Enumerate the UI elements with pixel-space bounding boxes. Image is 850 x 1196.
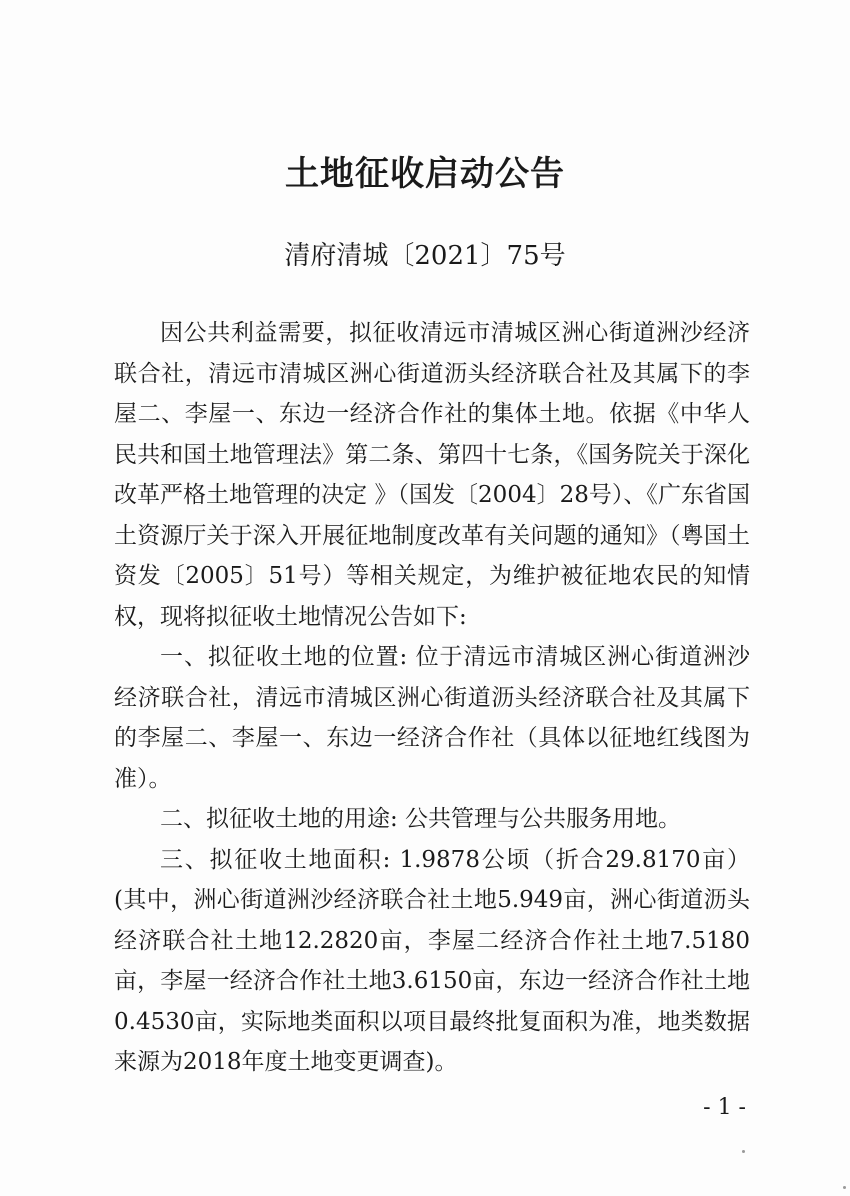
scan-speck: [843, 1186, 846, 1189]
document-body: [114, 313, 750, 1083]
document-number: 清府清城〔2021〕75号: [284, 241, 566, 271]
paragraph-preamble: 因公共利益需要，拟征收清远市清城区洲心街道洲沙经济联合社，清远市清城区洲心街道沥头经济联合社及其属下的李屋二、李屋一、东边一经济合作社的集体土地。依据《中华人民共和国土地管理法》第二条、第四十七条，《国务院关于深化改革严格土地管理的决定 》（国发〔2004〕28号）、《广东省国土资源厅关于深入开展征地制度改革有关问题的通知》（粤国土资发〔2005〕51号）等相关规定，为维护被征地农民的知情权，现将拟征收土地情况公告如下:: [114, 320, 750, 630]
page-number: - 1 -: [703, 1095, 746, 1120]
paragraph-usage: 二、拟征收土地的用途: 公共管理与公共服务用地。: [160, 806, 682, 832]
scan-speck: [742, 1150, 745, 1153]
document-title: 土地征收启动公告: [285, 154, 565, 194]
paragraph-location: 一、拟征收土地的位置: 位于清远市清城区洲心街道洲沙经济联合社，清远市清城区洲心街道沥头经济联合社及其属下的李屋二、李屋一、东边一经济合作社（具体以征地红线图为准）。: [114, 644, 750, 792]
paragraph-area: 三、拟征收土地面积: 1.9878公顷（折合29.8170亩）(其中，洲心街道洲沙经济联合社土地5.949亩，洲心街道沥头经济联合社土地12.2820亩，李屋二经济合作社土地7.5180亩，李屋一经济合作社土地3.6150亩，东边一经济合作社土地0.4530亩，实际地类面积以项目最终批复面积为准，地类数据来源为2018年度土地变更调查)。: [114, 846, 750, 1075]
